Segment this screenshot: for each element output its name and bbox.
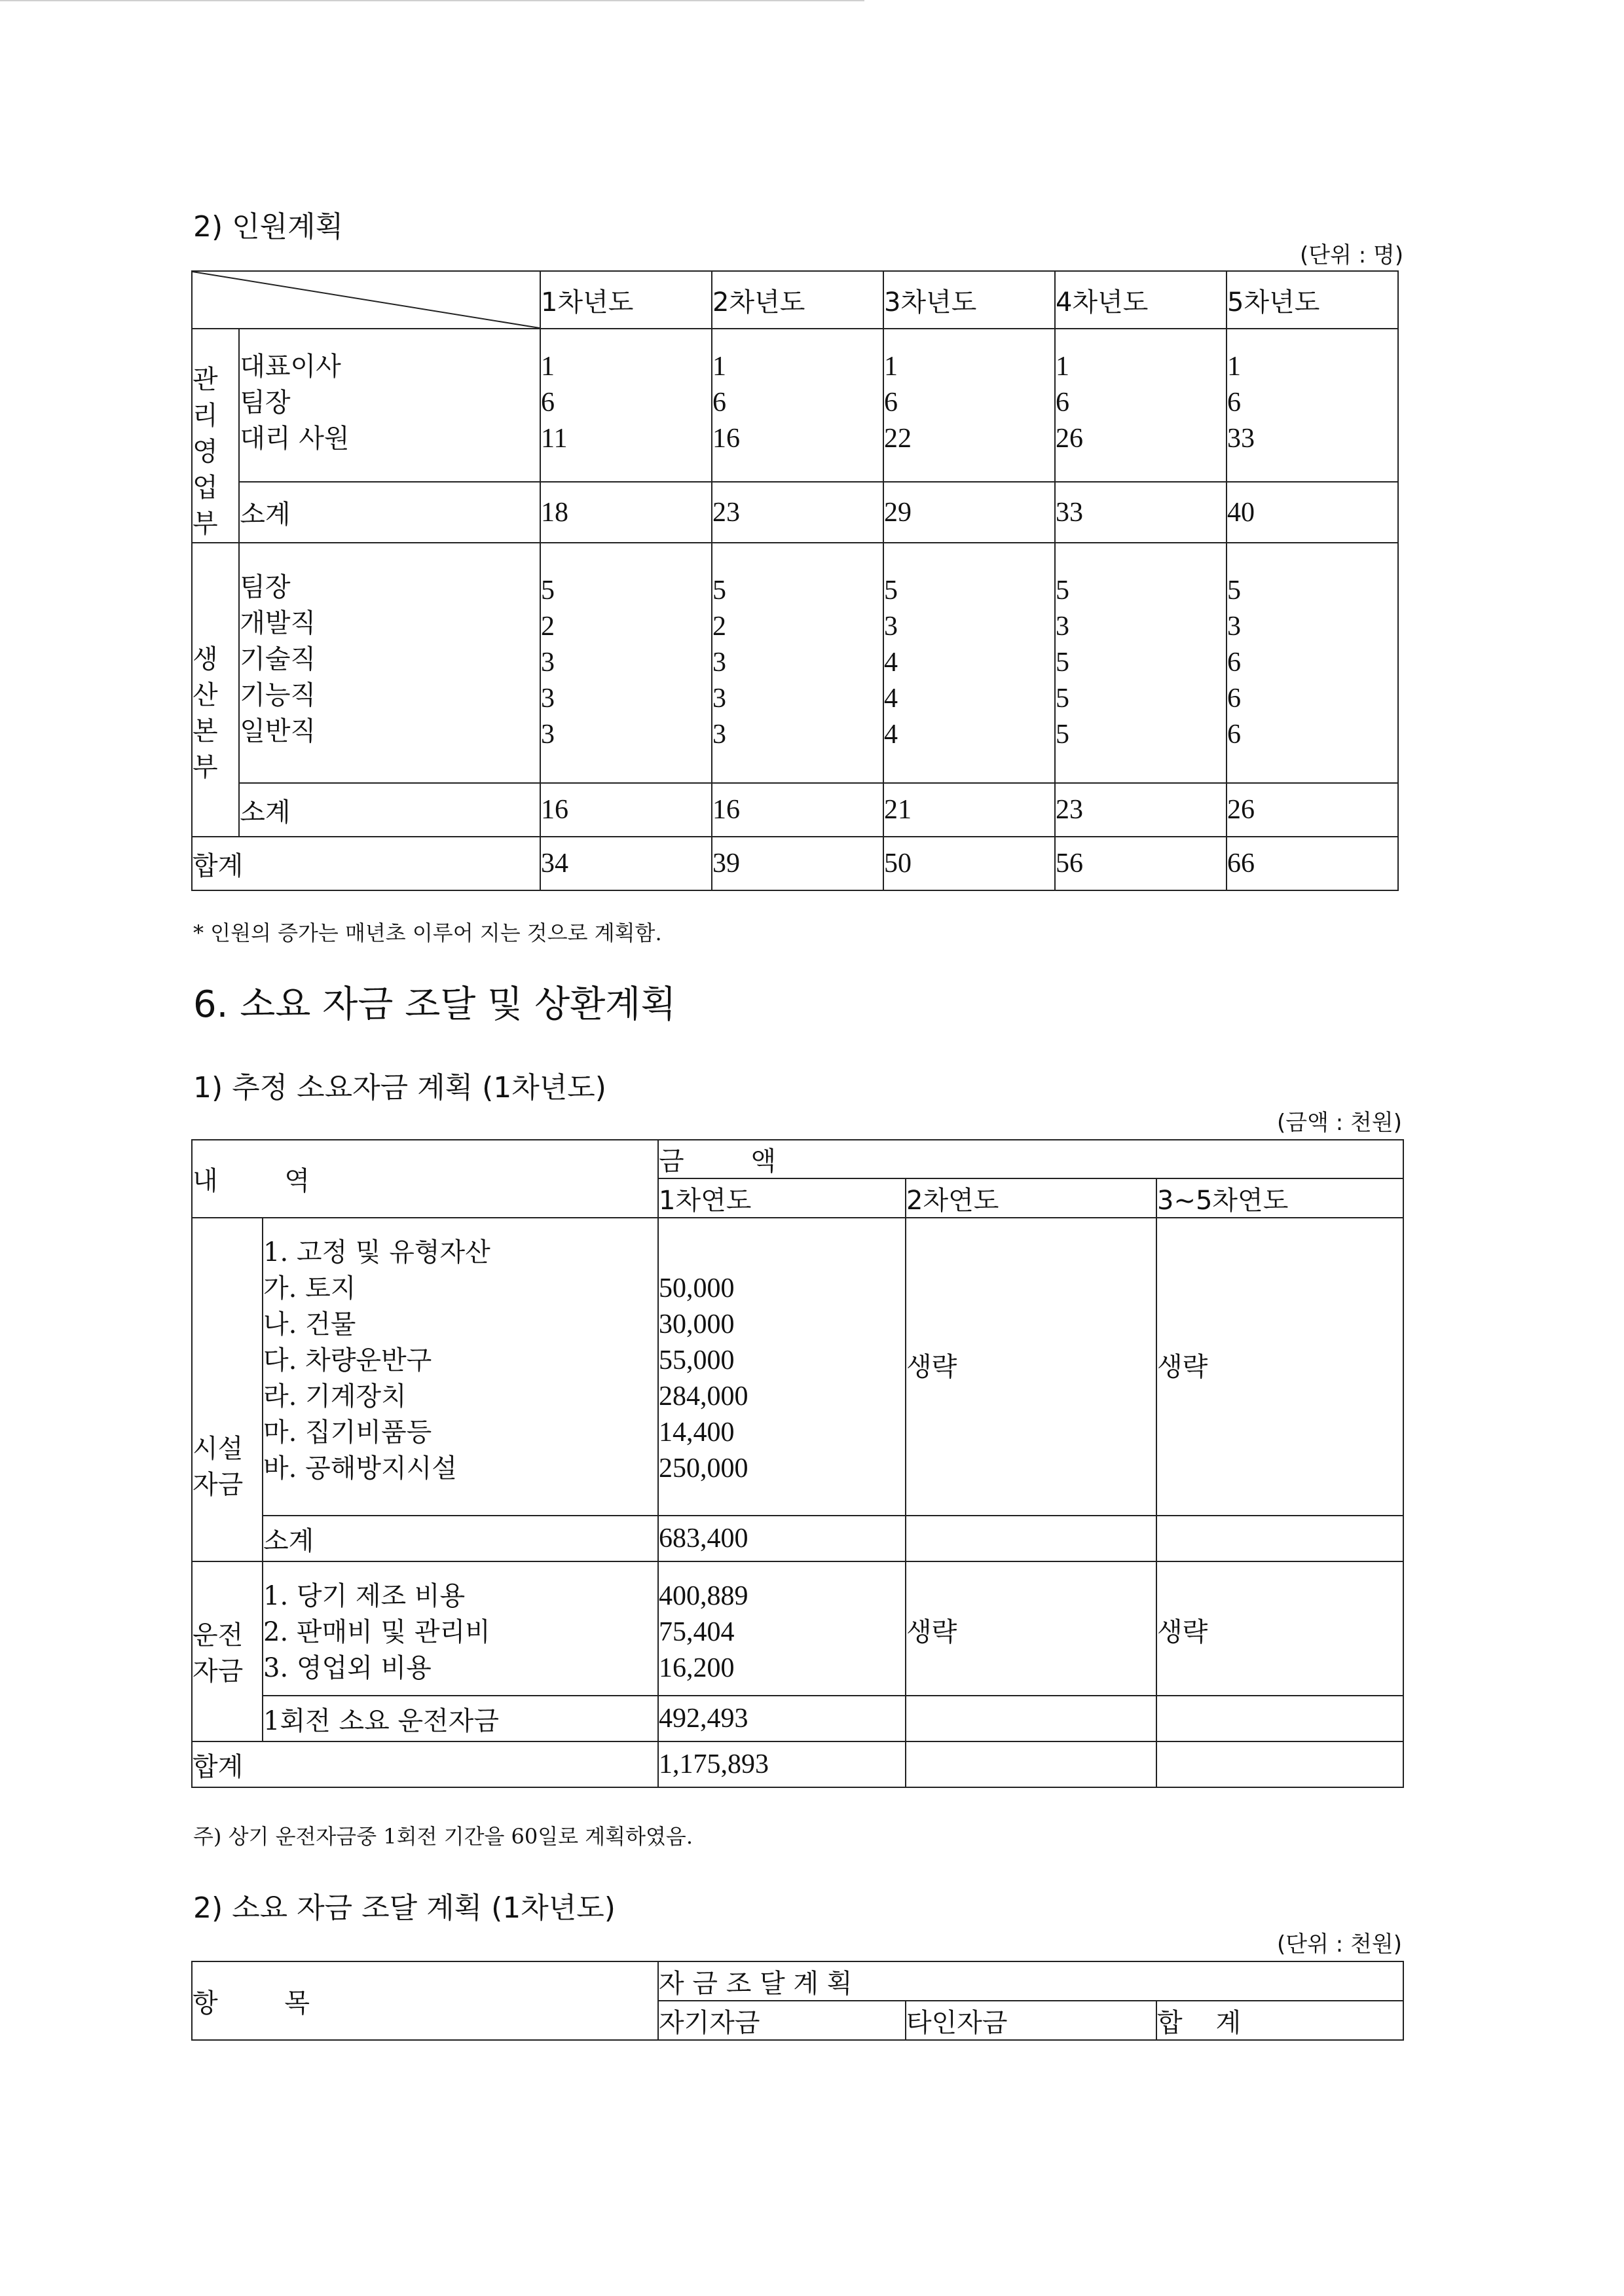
personnel-total-year5: 66 (1227, 837, 1398, 890)
group1-values-year3: 1 6 22 (883, 329, 1055, 482)
group1-subtotal-label: 소계 (239, 482, 540, 543)
diagonal-line (193, 272, 540, 328)
col-header-year4: 4차년도 (1055, 271, 1227, 329)
operating-turnover-yr2 (906, 1696, 1156, 1741)
facility-subtotal-label: 소계 (263, 1516, 658, 1561)
col-header-item: 내 역 (192, 1140, 658, 1218)
operating-yr2: 생략 (906, 1561, 1156, 1696)
col-header-yr3-5: 3~5차연도 (1156, 1178, 1403, 1218)
operating-turnover: 492,493 (658, 1696, 906, 1741)
group1-values-year4: 1 6 26 (1055, 329, 1227, 482)
funds-plan-heading: 1) 추정 소요자금 계획 (1차년도) (193, 1071, 606, 1104)
personnel-total-year3: 50 (883, 837, 1055, 890)
personnel-note: * 인원의 증가는 매년초 이루어 지는 것으로 계획함. (193, 920, 662, 945)
group2-values-year2: 5 2 3 3 3 (712, 543, 883, 783)
funding-plan-heading: 2) 소요 자금 조달 계획 (1차년도) (193, 1891, 616, 1925)
group1-subtotal-year1: 18 (540, 482, 712, 543)
col-header-yr1: 1차연도 (658, 1178, 906, 1218)
funding-col-total: 합 계 (1156, 2001, 1403, 2040)
facility-label: 시설 자금 (192, 1218, 263, 1561)
facility-items: 1. 고정 및 유형자산 가. 토지 나. 건물 다. 차량운반구 라. 기계장치 마. 집기비품등 바. 공해방지시설 (263, 1218, 658, 1516)
group2-label: 생산 본부 (192, 543, 239, 837)
section-title: 6. 소요 자금 조달 및 상환계획 (193, 983, 676, 1026)
group2-values-year3: 5 3 4 4 4 (883, 543, 1055, 783)
operating-values: 400,889 75,404 16,200 (658, 1561, 906, 1696)
funding-col-item: 항 목 (192, 1961, 658, 2040)
funds-total-label: 합계 (192, 1741, 658, 1787)
group2-items: 팀장 개발직 기술직 기능직 일반직 (239, 543, 540, 783)
facility-subtotal-yr3-5 (1156, 1516, 1403, 1561)
group1-label: 관리 영업 부 (192, 329, 239, 543)
personnel-total-label: 합계 (192, 837, 540, 890)
facility-yr2: 생략 (906, 1218, 1156, 1516)
group2-subtotal-label: 소계 (239, 783, 540, 837)
col-header-year2: 2차년도 (712, 271, 883, 329)
group1-subtotal-year4: 33 (1055, 482, 1227, 543)
col-header-yr2: 2차연도 (906, 1178, 1156, 1218)
funds-total-yr3-5 (1156, 1741, 1403, 1787)
group1-subtotal-year5: 40 (1227, 482, 1398, 543)
group2-subtotal-year4: 23 (1055, 783, 1227, 837)
funds-plan-unit: (금액 : 천원) (1277, 1110, 1402, 1136)
group1-subtotal-year3: 29 (883, 482, 1055, 543)
personnel-total-year1: 34 (540, 837, 712, 890)
group1-values-year1: 1 6 11 (540, 329, 712, 482)
group1-values-year2: 1 6 16 (712, 329, 883, 482)
funding-plan-unit: (단위 : 천원) (1277, 1931, 1402, 1958)
col-header-year5: 5차년도 (1227, 271, 1398, 329)
funding-col-borrowed: 타인자금 (906, 2001, 1156, 2040)
group2-subtotal-year2: 16 (712, 783, 883, 837)
operating-turnover-label: 1회전 소요 운전자금 (263, 1696, 658, 1741)
operating-label: 운전 자금 (192, 1561, 263, 1741)
funds-total: 1,175,893 (658, 1741, 906, 1787)
personnel-heading: 2) 인원계획 (193, 210, 344, 244)
funding-col-own: 자기자금 (658, 2001, 906, 2040)
col-header-year1: 1차년도 (540, 271, 712, 329)
col-header-year3: 3차년도 (883, 271, 1055, 329)
personnel-total-year4: 56 (1055, 837, 1227, 890)
group2-subtotal-year5: 26 (1227, 783, 1398, 837)
group1-subtotal-year2: 23 (712, 482, 883, 543)
operating-yr3-5: 생략 (1156, 1561, 1403, 1696)
funding-plan-table (191, 1961, 1404, 2041)
header-diagonal-cell (192, 271, 540, 329)
operating-turnover-yr3-5 (1156, 1696, 1403, 1741)
group1-values-year5: 1 6 33 (1227, 329, 1398, 482)
group1-items: 대표이사 팀장 대리 사원 (239, 329, 540, 482)
facility-values: 50,000 30,000 55,000 284,000 14,400 250,000 (658, 1218, 906, 1516)
funds-total-yr2 (906, 1741, 1156, 1787)
funds-plan-table (191, 1139, 1404, 1788)
group2-values-year4: 5 3 5 5 5 (1055, 543, 1227, 783)
facility-yr3-5: 생략 (1156, 1218, 1403, 1516)
personnel-unit: (단위 : 명) (1300, 242, 1404, 268)
funds-plan-note: 주) 상기 운전자금중 1회전 기간을 60일로 계획하였음. (193, 1824, 693, 1849)
funding-col-plan: 자 금 조 달 계 획 (658, 1961, 1403, 2001)
personnel-total-year2: 39 (712, 837, 883, 890)
operating-items: 1. 당기 제조 비용 2. 판매비 및 관리비 3. 영업외 비용 (263, 1561, 658, 1696)
facility-subtotal-yr2 (906, 1516, 1156, 1561)
col-header-amount: 금 액 (658, 1140, 1403, 1178)
scan-edge-line (0, 0, 864, 1)
facility-subtotal: 683,400 (658, 1516, 906, 1561)
group2-subtotal-year3: 21 (883, 783, 1055, 837)
group2-subtotal-year1: 16 (540, 783, 712, 837)
personnel-table (191, 270, 1399, 891)
group2-values-year1: 5 2 3 3 3 (540, 543, 712, 783)
group2-values-year5: 5 3 6 6 6 (1227, 543, 1398, 783)
